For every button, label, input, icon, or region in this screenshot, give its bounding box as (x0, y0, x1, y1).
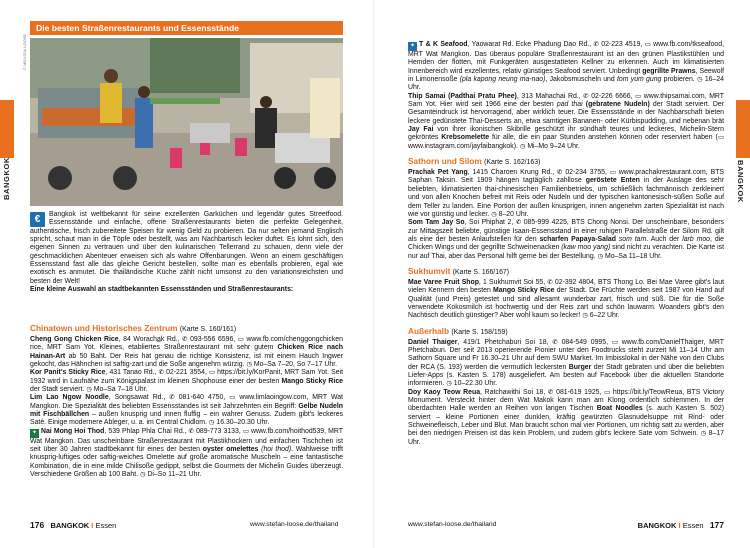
web-link[interactable]: www.fb.com/tkseafood (653, 41, 723, 48)
side-label-right: BANGKOK (736, 160, 745, 203)
entry-doy-kaoy: Doy Kaoy Teow Reua, Ratchawithi Soi 18, ✆ 081-619 1925, ▭ https://bit.ly/TeowReua, BTS Victory Monument. Versteckt hinter dem Wat Makok kann man am Klong ordentlich schlemmen. In der überdachten Halle werden an Reihen von langen Tischen Boat Noodles (s. auch Kasten S. 502) serviert – kleine Portionen einer dunklen, kräftig gewürzten Glasnudelsuppe mit Rind- oder Schweinefleisch, Leber und Blut. Man braucht schon mal vier Portionen, um richtig satt zu werden, aber bei den niedrigen Preisen ist das kein Problem, und zudem gibt's leckere Sate vom Schwein. ◷ 8–17 Uhr. (408, 388, 724, 446)
clock-icon: ◷ (139, 471, 148, 479)
web-link[interactable]: www.fb.com/chenggongchicken (246, 336, 343, 343)
left-column (30, 318, 343, 480)
box-header: Die besten Straßenrestaurants und Essensstände (30, 21, 343, 35)
web-link[interactable]: www.fb.com/DanielThaiger (621, 338, 704, 346)
entry-prachak: Prachak Pet Yang, 1415 Charoen Krung Rd., ✆ 02-234 3755, ▭ www.prachakrestaurant.com, BTS Saphan Taksin. Seit 1909 hängen tagtäglich zahllose geröstete Enten in der Auslage des sehr beliebten, klimatisierten thai-chinesischen Familienbetriebs, um schließlich fachmännisch zerkleinert und von allen Knochen befreit mit Reis oder Nudeln und der typischen kantonesisch-süßen Soße auf dem Teller zu landen. Eine Portion der außen knusprigen, innen angenehm zarten Spezialität ist nach wie vor günstig und lecker. ◷ 8–20 Uhr. (408, 169, 725, 218)
entry-daniel-thaiger: Daniel Thaiger, 419/1 Phetchaburi Soi 18, ✆ 084-549 0995, ▭ www.fb.com/DanielThaiger, MRT Phetchaburi. Der seit 2013 operierende Pionier unter den Foodtrucks steht zurzeit Mi 11–14 Uhr am Sathorn Square und Fr 16.30–21 Uhr auf dem SWU Market. Im Imbisslokal in der Nähe von den Clubs der RCA (S. 193) werden die vermutlich leckersten Burger der Stadt gebraten und über die beliebten Liefer-Apps (s. Kasten S. 178) ausgeliefert. Am besten auf Facebook über die aktuellen Standorte informieren. ◷ 10–22.30 Uhr. (408, 338, 725, 388)
phone-icon: ✆ (557, 169, 566, 177)
section-sathorn-heading: Sathorn und Silom (Karte S. 162/163) (408, 156, 541, 167)
intro-note: Eine kleine Auswahl an stadtbekannten Essensständen und Straßenrestaurants: (30, 286, 294, 294)
clock-icon: ◷ (597, 252, 605, 260)
computer-icon: ▭ (717, 134, 724, 142)
chapter-tab-left (0, 100, 14, 158)
clock-icon: ◷ (491, 210, 499, 218)
euro-icon: € (30, 212, 45, 227)
computer-icon: ▭ (644, 41, 654, 48)
entry-lim-lao-ngow: Lim Lao Ngow Noodle, Songsawat Rd., ✆ 081-640 4750, ▭ www.limlaoingow.com, MRT Wat Mangkon. Die Spezialität des beliebten Essensstandes ist seit Jahrzehnten ein Begriff: Gelbe Nudeln mit Fischbällchen – außen knusprig und innen fluffig – ein wahrer Genuss. Zudem gibt's leckeres Satè. Einige modernere Ableger, u. a. im Central Chidlom. ◷ 16.30–20.30 Uhr. (30, 394, 344, 427)
fork-badge-icon: ✦ (31, 429, 38, 436)
entry-cheng-gong: Cheng Gong Chicken Rice, 84 Woracha̲k Rd., ✆ 093-556 6596, ▭ www.fb.com/chenggongchicken rice, MRT Sam Yot. Kleines, etabliertes Straßenrestaurant mit sehr gutem Chicken Rice nach Hainan-Art ab 50 Baht. Der Reis hat genau die richtige Konsistenz, ist mit einem Hauch Ingwer gekocht, das Hähnchen ist saftig-zart und die Soße angenehm würzig. ◷ Mo–Sa 7–20, So 7–17 Uhr. (30, 336, 343, 369)
web-link[interactable]: www.thipsamai.com (643, 92, 705, 100)
web-link[interactable]: www.instagram.com/jayfaibangkok (408, 142, 514, 150)
phone-icon: ✆ (182, 336, 191, 343)
section-ausserhalb-heading: Außerhalb (Karte S. 158/159) (408, 325, 508, 336)
phone-icon: ✆ (583, 92, 592, 100)
clock-icon: ◷ (208, 419, 217, 427)
entry-kor-panit: Kor Panit's Sticky Rice, 431 Tanao Rd., ✆ 02-221 3554, ▭ https://bit.ly/KorPanit, MRT Sam Yot. Seit 1932 wird in Laufnähe zum Königspalast im kleinen Shophouse einer der besten Mango Sticky Rice der Stadt serviert. ◷ Mo–Sa 7–18 Uhr. (30, 369, 343, 394)
entry-nai-mong: ✦ Nai Mong Hoi Thod, 539 Phlap Phla Chai Rd., ✆ 089-773 3133, ▭ www.fb.com/hoithod539, MRT Wat Mangkon. Das unscheinbare Straßenrestaurant mit Plastikhockern und einfachen Tischchen ist seit über 30 Jahren stadtbekannt für eines der besten oyster omelettes (hoi thod). Wahlweise trifft knusprig-luftiges oder saftig-weiches Omelette auf große aromatische Muscheln – eine fantastische Kombination, die in eine milde Chilisoße gedippt, selbst die Gourmets der Michelin Guides überzeugt. Verschiedene Größen ab 100 Baht. ◷ Di–So 11–21 Uhr. (30, 427, 343, 479)
entry-tk-seafood: ✦ T & K Seafood, Yaowarat Rd. Ecke Phadung Dao Rd., ✆ 02-223 4519, ▭ www.fb.com/tkseafood, MRT Wat Mangkon. Das überaus populäre Straßenrestaurant ist an den grünen Plastikstühlen und Hemden der flotten, mit Funkgeräten ausgestatteten Kellner zu erkennen. Auch im klimatisierten Innenbereich wird exzellentes, relativ günstiges Seafood serviert. Unbedingt gegrillte Prawns, Seewolf in Limonensoße (pla kapong neung ma-nao), Jakobsmuscheln und tom yum gung probieren. ◷ 16–24 Uhr. (408, 41, 724, 92)
street-scene-illustration (30, 38, 343, 206)
computer-icon: ▭ (209, 369, 218, 377)
phone-icon: ✆ (593, 41, 602, 48)
web-link[interactable]: https://bit.ly/KorPanit (217, 369, 281, 377)
clock-icon: ◷ (246, 361, 254, 369)
computer-icon: ▭ (242, 427, 251, 435)
computer-icon: ▭ (611, 338, 622, 346)
fork-badge-icon: ✦ (409, 43, 416, 49)
intro-paragraph: Bangkok ist weltbekannt für seine exzellenten Garküchen und legendär gutes Streetfood. Essensstände und einfache, offene Straßenrestaurants bieten die perfekte Gelegenheit, authentische, frisch zubereitete Speisen für wenig Geld zu probieren. Da nur selten jemand Englisch spricht, schaut man in die Töpfe oder bestellt, was am Nachbartisch lecker duftet. Es lohnt sich, den eigenen Sinnen zu vertrauen und über den kulinarischen Tellerrand zu schauen, denn viele der geschmacklichen Abenteuer erweisen sich als wahre Offenbarungen. Wenn an einem geschäftigen Essensstand fast alle das gleiche Gericht bestellen, sollte man es ebenfalls probieren, egal wie exotisch es anmutet. Die thailändische Küche zählt nicht umsonst zu den variationsreichsten und besten der Welt! (30, 211, 343, 285)
phone-icon: ✆ (552, 338, 562, 346)
clock-icon: ◷ (86, 386, 94, 394)
entry-som-tam-jay-so: Som Tam Jay So, Soi Phiphat 2, ✆ 085-999 4225, BTS Chong Nonsi. Der unscheinbare, besonders zur Mittagszeit beliebte, günstige Isaan-Essensstand in einer ruhigen Parallelstraße der Silom Rd. gilt als eine der besten Anlaufstellen für den scharfen Papaya-Salad som tam. Auch der larb moo, die Chicken Wings und der gegrillte Schweinenacken (kaw moo yang) sind nicht zu verachten. Die Karte ist nur auf Thai, aber das Personal hilft gerne bei der Bestellung. ◷ Mo–Sa 11–18 Uhr. (408, 219, 725, 260)
page-number-right: 177 (709, 520, 724, 530)
computer-icon: ▭ (609, 169, 619, 177)
clock-icon: ◷ (696, 76, 705, 84)
computer-icon: ▭ (635, 92, 644, 100)
web-link[interactable]: https://bit.ly/TeowReua (612, 388, 683, 396)
computer-icon: ▭ (604, 388, 613, 396)
computer-icon: ▭ (229, 394, 240, 402)
footer-url-left[interactable]: www.stefan-loose.de/thailand (250, 521, 339, 528)
phone-icon: ✆ (547, 278, 555, 286)
chapter-tab-right (736, 100, 750, 158)
entry-mae-varee: Mae Varee Fruit Shop, 1 Sukhumvit Soi 55, ✆ 02-392 4804, BTS Thong Lo. Bei Mae Varee gibt's laut vielen Kennern den besten Mango Sticky Rice der Stadt. Die Früchte werden seit 1987 von Hand auf Qualität (und Preis) getestet und sind allesamt wunderbar zart, frisch und süß. Die für die Soße verwendete Kokosmilch ist hochwertig und der Reis zart und schön lauwarm. Woanders gibt's den Nachtisch deutlich günstiger? Aber wohl kaum so lecker! ◷ 6–22 Uhr. (408, 278, 724, 320)
entry-thip-samai: Thip Samai (Padthai Pratu Phee), 313 Mahachai Rd., ✆ 02-226 6666, ▭ www.thipsamai.com, MRT Sam Yot. Hier wird seit 1966 eine der besten pad thai (gebratene Nudeln) der Stadt serviert. Der Gesamteindruck ist hervorragend, aber wirklich teuer. Die Essensstände in der Nachbarschaft bieten leckere gedünstete Thai-Desserts an, etwa samtigen Bananen- oder Kürbispudding, und nebenan brät Jay Fai von ihrer ikonischen Skibrille geschützt ihr sündhaft teures und leckeres, Michelin-Stern gekröntes Krebsomelette für alle, die ein paar Stunden anstehen können oder reserviert haben (▭ www.instagram.com/jayfaibangkok). ◷ Mi–Mo 9–24 Uhr. (408, 92, 725, 150)
clock-icon: ◷ (519, 142, 528, 150)
phone-icon: ✆ (515, 219, 524, 227)
street-food-photo (30, 38, 343, 206)
computer-icon: ▭ (237, 336, 247, 343)
photo-credit: © MELISSA LOOSE (22, 33, 27, 70)
phone-icon: ✆ (188, 427, 197, 435)
side-label-left: BANGKOK (2, 157, 11, 200)
right-column (408, 41, 724, 447)
phone-icon: ✆ (169, 394, 179, 402)
page-number-left: 176 (30, 520, 45, 530)
footer-right: BANGKOK I Essen 177 (637, 520, 724, 530)
phone-icon: ✆ (548, 388, 557, 396)
clock-icon: ◷ (446, 380, 454, 388)
web-link[interactable]: www.prachakrestaurant.com (618, 169, 706, 177)
phone-icon: ✆ (158, 369, 167, 377)
intro-text (30, 211, 343, 294)
footer-url-right[interactable]: www.stefan-loose.de/thailand (408, 521, 497, 528)
web-link[interactable]: www.fb.com/hoithod539 (250, 427, 325, 435)
web-link[interactable]: www.limlaoingow.com (239, 394, 307, 402)
footer-left: 176 BANGKOK I Essen (30, 520, 117, 530)
section-sukhumvit-heading: Sukhumvit (Karte S. 166/167) (408, 265, 510, 276)
clock-icon: ◷ (582, 312, 590, 320)
clock-icon: ◷ (700, 430, 709, 438)
section-chinatown-heading: Chinatown und Historisches Zentrum (Karte S. 160/161) (30, 323, 237, 333)
